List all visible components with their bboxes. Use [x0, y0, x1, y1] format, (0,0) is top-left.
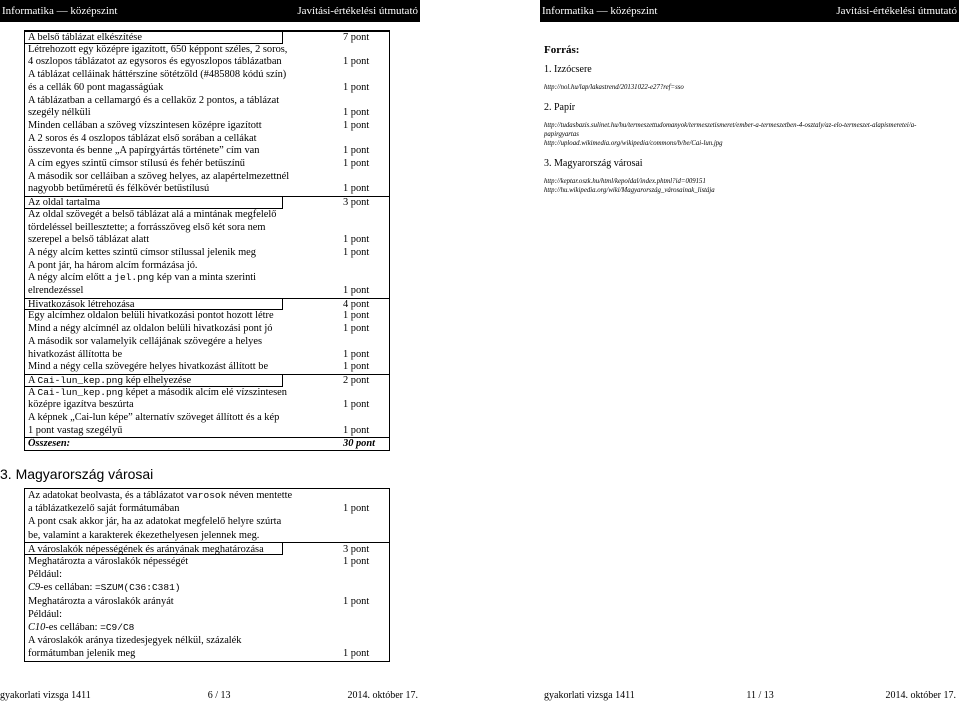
right-page-footer [544, 690, 956, 701]
sources-list [544, 64, 954, 205]
criteria-row [25, 399, 389, 412]
criteria-text: szerepel a belső táblázat alatt [28, 234, 150, 246]
criteria-text: A belső táblázat elkészítése [28, 32, 142, 43]
source-link[interactable]: http://nol.hu/lap/lakastrend/20131022-e27?ref=sso [544, 84, 684, 91]
criteria-points: 3 pont [343, 543, 370, 555]
source-heading: 2. Papír [544, 102, 576, 113]
scoring-table-2 [24, 488, 390, 662]
source-link[interactable]: http://hu.wikipedia.org/wiki/Magyarország_városainak_listája [544, 187, 715, 194]
criteria-text: A négy alcím kettes szintű címsor stílussal jelenik meg [28, 246, 256, 258]
criteria-points: 2 pont [343, 374, 370, 386]
criteria-text: C9-es cellában: =SZUM(C36:C381) [28, 582, 181, 594]
criteria-points: 1 pont [343, 56, 370, 68]
criteria-text: Minden cellában a szöveg vízszintesen középre igazított [28, 119, 262, 131]
left-header-doc: Javítási-értékelési útmutató [297, 5, 418, 17]
criteria-row [25, 412, 389, 425]
criteria-points: 7 pont [343, 32, 370, 43]
criteria-row [25, 171, 389, 184]
right-footer-exam: gyakorlati vizsga 1411 [544, 690, 635, 701]
source-link[interactable]: http://upload.wikimedia.org/wikipedia/commons/b/be/Cai-lun.jpg [544, 140, 723, 147]
criteria-text: C10-es cellában: =C9/C8 [28, 622, 135, 633]
criteria-row [25, 425, 389, 438]
criteria-row [25, 222, 389, 235]
criteria-row [25, 260, 389, 273]
source-heading: 1. Izzócsere [544, 64, 592, 75]
criteria-text: és a cellák 60 pont magasságúak [28, 81, 164, 93]
criteria-text: Hivatkozások létrehozása [28, 298, 135, 310]
criteria-row [25, 120, 389, 133]
section-row [25, 196, 389, 209]
criteria-points: 30 pont [343, 438, 376, 450]
criteria-text: A 2 soros és 4 oszlopos táblázat első sorában a cellákat [28, 132, 257, 144]
criteria-row [25, 82, 389, 95]
criteria-text: Az adatokat beolvasta, és a táblázatot varosok néven mentette [28, 490, 293, 501]
criteria-row [25, 95, 389, 108]
criteria-text: A táblázat celláinak háttérszíne sötétzöld (#485808 kódú szín) [28, 69, 287, 81]
criteria-text: A cím egyes szintű címsor stílusú és fehér betűszínű [28, 158, 246, 169]
criteria-text: Összesen: [28, 438, 71, 450]
criteria-row [25, 272, 389, 285]
criteria-text: Például: [28, 608, 63, 620]
criteria-text: Meghatározta a városlakók népességét [28, 556, 189, 567]
criteria-points: 1 pont [343, 361, 370, 373]
left-footer-date: 2014. október 17. [347, 690, 418, 701]
criteria-row [25, 595, 389, 608]
criteria-text: nagyobb betűméretű és félkövér betűstílusú [28, 183, 210, 195]
right-page-header [540, 0, 959, 22]
criteria-text: A táblázatban a cellamargó és a cellaköz 2 pontos, a táblázat [28, 94, 280, 106]
criteria-points: 1 pont [343, 323, 370, 335]
criteria-text: A második sor valamelyik cellájának szövegére a helyes [28, 335, 262, 347]
criteria-text: A pont jár, ha három alcím formázása jó. [28, 259, 198, 271]
criteria-text: Létrehozott egy középre igazított, 650 képpont széles, 2 soros, [28, 43, 288, 55]
criteria-row [25, 568, 389, 581]
criteria-row [25, 285, 389, 298]
criteria-points: 1 pont [343, 107, 370, 119]
criteria-points: 1 pont [343, 310, 370, 322]
criteria-row [25, 647, 389, 660]
left-page-footer [0, 690, 418, 701]
criteria-row [25, 323, 389, 336]
section-row [25, 31, 389, 44]
criteria-text: be, valamint a karakterek ékezethelyesen jelennek meg. [28, 529, 260, 541]
criteria-row [25, 608, 389, 621]
criteria-row [25, 361, 389, 374]
criteria-text: A pont csak akkor jár, ha az adatokat megfelelő helyre szúrta [28, 516, 282, 528]
criteria-points: 1 pont [343, 348, 370, 360]
criteria-text: A Cai-lun_kep.png képet a második alcím elé vízszintesen [28, 386, 287, 398]
criteria-text: Meghatározta a városlakók arányát [28, 595, 174, 607]
section-row [25, 542, 389, 555]
criteria-points: 1 pont [343, 285, 370, 296]
criteria-text: szegély nélküli [28, 107, 91, 119]
section-row [25, 374, 389, 387]
criteria-points: 1 pont [343, 399, 370, 411]
criteria-row [25, 107, 389, 120]
criteria-row [25, 310, 389, 323]
right-footer-date: 2014. október 17. [885, 690, 956, 701]
criteria-text: Mind a négy alcímnél az oldalon belüli hivatkozási pont jó [28, 323, 273, 335]
criteria-text: hivatkozást állította be [28, 348, 123, 360]
criteria-row [25, 336, 389, 349]
criteria-row [25, 183, 389, 196]
source-link[interactable]: http://keptar.oszk.hu/html/kepoldal/index.phtml?id=009151 [544, 178, 706, 185]
criteria-text: a táblázatkezelő saját formátumában [28, 503, 180, 515]
criteria-row [25, 209, 389, 222]
scoring-table [24, 30, 390, 451]
criteria-points: 1 pont [343, 119, 370, 131]
criteria-text: A városlakók aránya tizedesjegyek nélkül, százalék [28, 635, 242, 647]
criteria-text: elrendezéssel [28, 285, 84, 296]
criteria-row [25, 634, 389, 647]
total-row [25, 437, 389, 450]
left-footer-exam: gyakorlati vizsga 1411 [0, 690, 91, 701]
right-header-subject: Informatika — középszint [542, 5, 658, 17]
criteria-text: Például: [28, 569, 63, 581]
sources-panel [544, 44, 954, 205]
criteria-points: 1 pont [343, 424, 370, 436]
criteria-text: tördeléssel beillesztette; a forrásszöveg első két sora nem [28, 221, 266, 233]
criteria-points: 1 pont [343, 158, 370, 169]
right-header-doc: Javítási-értékelési útmutató [836, 5, 957, 17]
criteria-text: 4 oszlopos táblázatot az egysoros és egyoszlopos táblázatban [28, 56, 282, 68]
left-footer-page: 6 / 13 [207, 690, 231, 701]
criteria-text: 1 pont vastag szegélyű [28, 424, 123, 436]
criteria-text: középre igazítva beszúrta [28, 399, 134, 411]
criteria-points: 1 pont [343, 145, 370, 157]
right-footer-page: 11 / 13 [746, 690, 774, 701]
criteria-row [25, 621, 389, 634]
left-page-header [0, 0, 420, 22]
criteria-text: Mind a négy cella szövegére helyes hivatkozást állított be [28, 361, 269, 373]
section-heading: 3. Magyarország városai [0, 466, 154, 482]
criteria-row [25, 489, 389, 502]
criteria-points: 1 pont [343, 183, 370, 195]
criteria-row [25, 158, 389, 171]
sources-title: Forrás: [544, 44, 580, 56]
criteria-text: összevonta és benne „A papírgyártás története” cím van [28, 145, 260, 157]
criteria-row [25, 145, 389, 158]
criteria-row [25, 581, 389, 594]
source-link[interactable]: http://tudasbazis.sulinet.hu/hu/termeszettudomanyok/termeszetismeret/ember-a-termeszetben-4-osztaly/az-elo-termeszet-alapismeretei/a- [544, 122, 917, 129]
criteria-text: A városlakók népességének és arányának meghatározása [28, 543, 264, 555]
criteria-text: formátumban jelenik meg [28, 648, 136, 660]
criteria-row [25, 234, 389, 247]
criteria-row [25, 349, 389, 362]
source-link[interactable]: papirgyartas [544, 131, 579, 138]
criteria-points: 1 pont [343, 234, 370, 246]
criteria-points: 1 pont [343, 556, 370, 567]
criteria-row [25, 529, 389, 542]
criteria-text: A Cai-lun_kep.png kép elhelyezése [28, 374, 192, 386]
criteria-points: 1 pont [343, 595, 370, 607]
criteria-points: 1 pont [343, 648, 370, 660]
criteria-row [25, 502, 389, 515]
criteria-text: Az oldal szövegét a belső táblázat alá a mintának megfelelő [28, 208, 277, 220]
criteria-points: 1 pont [343, 246, 370, 258]
source-heading: 3. Magyarország városai [544, 158, 643, 169]
criteria-row [25, 247, 389, 260]
criteria-text: A második sor celláiban a szöveg helyes, az alapértelmezettnél [28, 170, 290, 182]
criteria-row [25, 56, 389, 69]
criteria-row [25, 387, 389, 400]
criteria-text: A képnek „Cai-lun képe” alternatív szöveget állított és a kép [28, 412, 280, 423]
criteria-row [25, 133, 389, 146]
criteria-points: 3 pont [343, 197, 370, 209]
criteria-text: Az oldal tartalma [28, 197, 101, 209]
criteria-row [25, 69, 389, 82]
criteria-text: A négy alcím előtt a jel.png kép van a minta szerinti [28, 272, 257, 284]
criteria-row [25, 44, 389, 57]
criteria-points: 1 pont [343, 503, 370, 515]
section-row [25, 298, 389, 311]
criteria-points: 4 pont [343, 298, 370, 310]
left-header-subject: Informatika — középszint [2, 5, 118, 17]
criteria-points: 1 pont [343, 81, 370, 93]
criteria-text: Egy alcímhez oldalon belüli hivatkozási pontot hozott létre [28, 310, 274, 322]
criteria-row [25, 515, 389, 528]
criteria-row [25, 555, 389, 568]
